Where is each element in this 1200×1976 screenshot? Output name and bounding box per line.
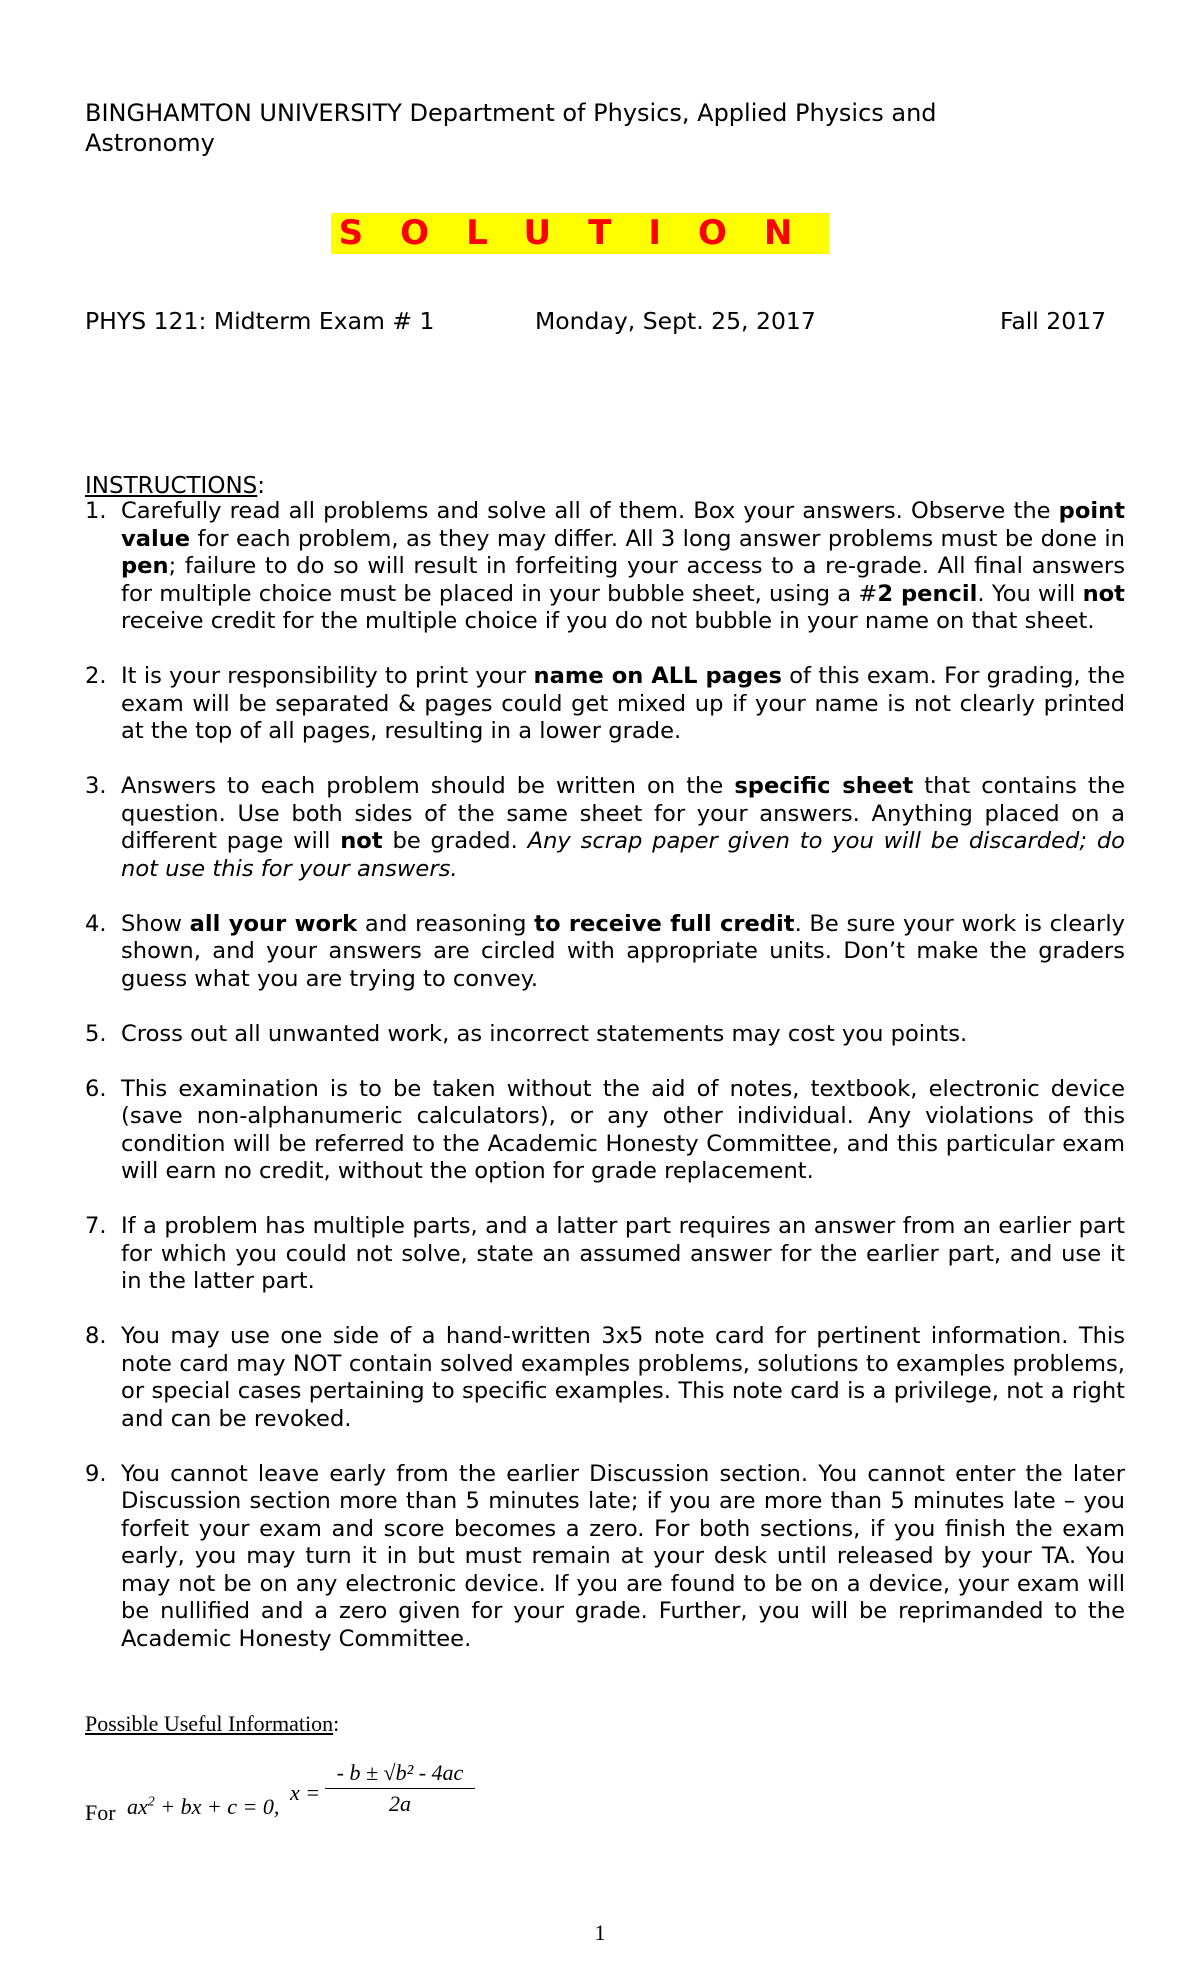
instruction-emphasis: not [1082,580,1125,607]
quadratic-formula [85,1760,585,1840]
instruction-text: Answers to each problem should be written on the [121,773,735,799]
instruction-text: It is your responsibility to print your [121,663,534,689]
instruction-text: of this exam. For grading, the exam will be separated & pages could get mixed up if your name is not clearly printed at the top of all pages, resulting in a lower grade. [121,663,1125,744]
instruction-item-9 [85,1461,1125,1654]
instruction-emphasis: specific sheet [734,773,914,799]
instructions-title-text: INSTRUCTIONS [85,473,258,499]
useful-info-title-colon: : [333,1711,340,1736]
instruction-number: 9. [85,1460,107,1487]
instruction-text: You may use one side of a hand-written 3x5 note card for pertinent information. This note card may NOT contain solved examples problems, solutions to examples problems, or special cases pertaining to specific examples. This note card is a privilege, not a right and can be revoked. [121,1323,1125,1432]
department-heading: BINGHAMTON UNIVERSITY Department of Physics, Applied Physics and Astronomy [85,99,937,157]
instructions-list [85,498,1125,1681]
instruction-text: receive credit for the multiple choice if you do not bubble in your name on that sheet. [121,608,1095,634]
instruction-text: for each problem, as they may differ. All 3 long answer problems must be done in [190,525,1125,552]
instruction-number: 5. [85,1020,107,1047]
useful-info-title-text: Possible Useful Information [85,1711,334,1736]
useful-info-title [85,1711,339,1737]
instructions-title-colon: : [257,473,266,499]
instruction-text: . Be sure your work is clearly shown, and your answers are circled with appropriate units. Don’t make the graders guess what you are trying to convey. [121,910,1125,992]
exam-term: Fall 2017 [1000,307,1107,335]
instruction-emphasis: pen [121,553,169,579]
instruction-text: Show [121,910,190,937]
instruction-text: Carefully read all problems and solve all of them. Box your answers. Observe the [121,498,1059,524]
equation-rest: + bx + c = 0, [154,1794,280,1819]
instruction-text: . You will [977,580,1083,607]
instruction-number: 7. [85,1213,107,1239]
instruction-emphasis: all your work [189,910,358,937]
solution-banner: SOLUTION [331,213,830,254]
instruction-text: and reasoning [357,910,535,937]
formula-for-label: For [85,1800,116,1825]
exam-date: Monday, Sept. 25, 2017 [535,307,816,335]
instruction-text: You cannot leave early from the earlier Discussion section. You cannot enter the later Discussion section more than 5 minutes late; if you are more than 5 minutes late – you forfeit your exam and score becomes a zero. For both sections, if you finish the exam early, you may turn it in but must remain at your desk until released by your TA. You may not be on any electronic device. If you are found to be on a device, your exam will be nullified and a zero given for your grade. Further, you will be reprimanded to the Academic Honesty Committee. [121,1460,1125,1652]
instruction-item-7 [85,1213,1125,1296]
quadratic-equation [127,1794,279,1820]
instruction-item-8 [85,1323,1125,1433]
formula-fraction [325,1760,475,1817]
x-equals: x = [290,1780,321,1805]
instruction-italic: Any scrap paper given to you will be discarded; do not use this for your answers. [121,828,1125,882]
instruction-item-5 [85,1021,1125,1049]
course-title: PHYS 121: Midterm Exam # 1 [85,307,435,335]
instruction-emphasis: point value [121,498,1125,552]
instruction-item-2 [85,663,1125,746]
instruction-emphasis: name on ALL pages [533,663,782,689]
instruction-emphasis: not [340,828,383,854]
instruction-emphasis: to receive full credit [534,910,795,937]
page-number: 1 [594,1920,606,1945]
equation-exponent: 2 [147,1794,155,1810]
formula-denominator: 2a [389,1791,411,1816]
instruction-item-6 [85,1076,1125,1186]
instruction-text: that contains the question. Use both sides of the same sheet for your answers. Anything placed on a different page will [121,773,1125,854]
instruction-number: 8. [85,1323,107,1349]
instruction-text: This examination is to be taken without the aid of notes, textbook, electronic device (save non-alphanumeric calculators), or any other individual. Any violations of this condition will be referred to the Academic Honesty Committee, and this particular exam will earn no credit, without the option for grade replacement. [121,1075,1125,1184]
instruction-item-1 [85,498,1125,636]
instruction-emphasis: 2 pencil [877,580,978,607]
instruction-item-3 [85,773,1125,883]
solution-banner-wrap [0,213,1160,254]
equation-lhs: ax [127,1794,148,1819]
instructions-title [85,472,265,500]
instruction-number: 2. [85,663,107,689]
formula-numerator: - b ± √b² - 4ac [325,1760,475,1789]
instruction-number: 6. [85,1075,107,1102]
instruction-text: be graded. [382,828,528,854]
instruction-item-4 [85,911,1125,994]
instruction-text: ; failure to do so will result in forfeiting your access to a re-grade. All final answers for multiple choice must be placed in your bubble sheet, using a # [121,553,1125,607]
instruction-text: Cross out all unwanted work, as incorrect statements may cost you points. [121,1020,968,1047]
instruction-number: 3. [85,773,107,799]
instruction-text: If a problem has multiple parts, and a latter part requires an answer from an earlier part for which you could not solve, state an assumed answer for the earlier part, and use it in the latter part. [121,1213,1125,1294]
instruction-number: 4. [85,910,107,937]
instruction-number: 1. [85,498,107,524]
